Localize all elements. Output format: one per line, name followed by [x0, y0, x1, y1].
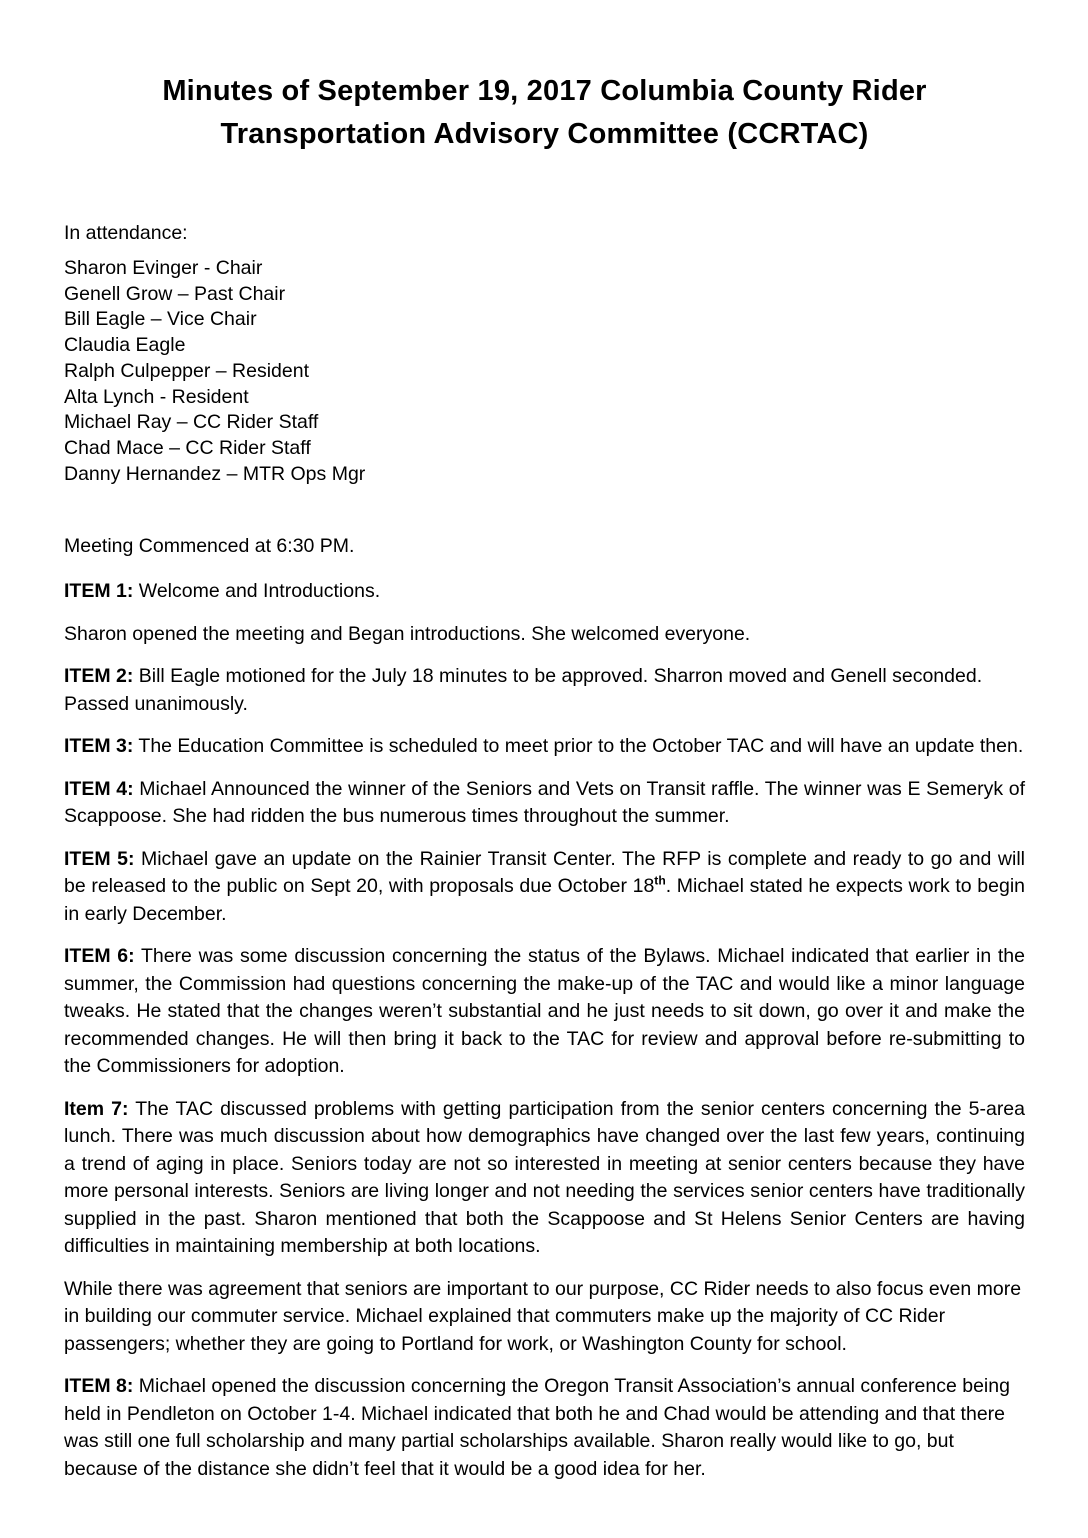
- document-title-line-2: Transportation Advisory Committee (CCRTAC): [220, 118, 869, 150]
- paragraph-item-7-discussion-text: While there was agreement that seniors are important to our purpose, CC Rider needs to also focus even more in building our commuter service. Michael explained that commuters make up the majority of CC Rider passengers; whether they are going to Portland for work, or Washington County for school.: [64, 1277, 1022, 1355]
- document-title: [64, 70, 1025, 156]
- paragraph-item-8: [64, 1373, 1025, 1483]
- paragraph-item-5-text: . Michael stated he expects work to begin in early December.: [64, 875, 1025, 925]
- paragraph-item-8-label: ITEM 8:: [64, 1375, 134, 1398]
- paragraph-item-7-text: The TAC discussed problems with getting participation from the senior centers concerning the 5-area lunch. There was much discussion about how demographics have changed over the last few years, continuing a trend of aging in place. Seniors today are not so interested in meeting at senior centers because they have more personal interests. Seniors are living longer and not needing the services senior centers have traditionally supplied in the past. Sharon mentioned that both the Scappoose and St Helens Senior Centers are having difficulties in maintaining membership at both locations.: [64, 1097, 1025, 1258]
- paragraph-item-5-text: th: [654, 873, 666, 888]
- paragraph-item-1: [64, 578, 1025, 606]
- paragraph-item-6-text: There was some discussion concerning the status of the Bylaws. Michael indicated that earlier in the summer, the Commission had questions concerning the make-up of the TAC and would like a minor language tweaks. He stated that the changes weren’t substantial and he just needs to sit down, go over it and make the recommended changes. He will then bring it back to the TAC for review and approval before re-submitting to the Commissioners for adoption.: [64, 945, 1025, 1078]
- paragraph-item-5-label: ITEM 5:: [64, 847, 135, 870]
- attendee-line: Chad Mace – CC Rider Staff: [64, 436, 311, 459]
- paragraph-item-1-text: Welcome and Introductions.: [133, 580, 381, 603]
- paragraph-item-7: [64, 1096, 1025, 1261]
- paragraph-item-5: [64, 846, 1025, 929]
- attendee-line: Genell Grow – Past Chair: [64, 282, 286, 305]
- meeting-commenced-line: Meeting Commenced at 6:30 PM.: [64, 535, 355, 558]
- paragraph-item-2-label: ITEM 2:: [64, 665, 134, 688]
- attendee-line: Claudia Eagle: [64, 334, 186, 357]
- attendance-list: [64, 256, 1025, 487]
- paragraph-item-6-label: ITEM 6:: [64, 945, 135, 968]
- document-title-line-1: Minutes of September 19, 2017 Columbia County Rider: [162, 75, 927, 107]
- paragraph-item-5-text: Michael gave an update on the Rainier Transit Center. The RFP is complete and ready to go and will be released to the public on Sept 20, with proposals due October 18: [64, 847, 1025, 898]
- paragraph-item-6: [64, 943, 1025, 1081]
- attendee-line: Sharon Evinger - Chair: [64, 257, 263, 279]
- paragraph-item-4-label: ITEM 4:: [64, 777, 134, 800]
- attendance-heading: In attendance:: [64, 222, 188, 244]
- paragraph-item-1-discussion: [64, 621, 1025, 649]
- paragraph-item-8-text: Michael opened the discussion concerning the Oregon Transit Association’s annual conference being held in Pendleton on October 1-4. Michael indicated that both he and Chad would be attending and that there was still one full scholarship and many partial scholarships available. Sharon really would like to go, but because of the distance she didn’t feel that it would be a good idea for her.: [64, 1375, 1010, 1480]
- paragraph-item-2-text: Bill Eagle motioned for the July 18 minutes to be approved. Sharron moved and Genell seconded. Passed unanimously.: [64, 665, 983, 715]
- attendee-line: Ralph Culpepper – Resident: [64, 359, 309, 382]
- paragraph-item-7-label: Item 7:: [64, 1097, 129, 1120]
- paragraph-item-4-text: Michael Announced the winner of the Seniors and Vets on Transit raffle. The winner was E Semeryk of Scappoose. She had ridden the bus numerous times throughout the summer.: [64, 777, 1025, 828]
- paragraph-item-3-label: ITEM 3:: [64, 735, 134, 758]
- attendee-line: Bill Eagle – Vice Chair: [64, 308, 257, 331]
- attendee-line: Danny Hernandez – MTR Ops Mgr: [64, 462, 366, 485]
- paragraph-item-3-text: The Education Committee is scheduled to meet prior to the October TAC and will have an update then.: [133, 735, 1024, 758]
- minutes-body: [64, 578, 1025, 1483]
- paragraph-item-1-label: ITEM 1:: [64, 580, 134, 603]
- paragraph-item-4: [64, 776, 1025, 831]
- paragraph-item-3: [64, 733, 1025, 761]
- attendee-line: Alta Lynch - Resident: [64, 385, 249, 408]
- attendee-line: Michael Ray – CC Rider Staff: [64, 411, 319, 434]
- paragraph-item-1-discussion-text: Sharon opened the meeting and Began introductions. She welcomed everyone.: [64, 622, 751, 645]
- paragraph-item-7-discussion: [64, 1276, 1025, 1359]
- paragraph-item-2: [64, 663, 1025, 718]
